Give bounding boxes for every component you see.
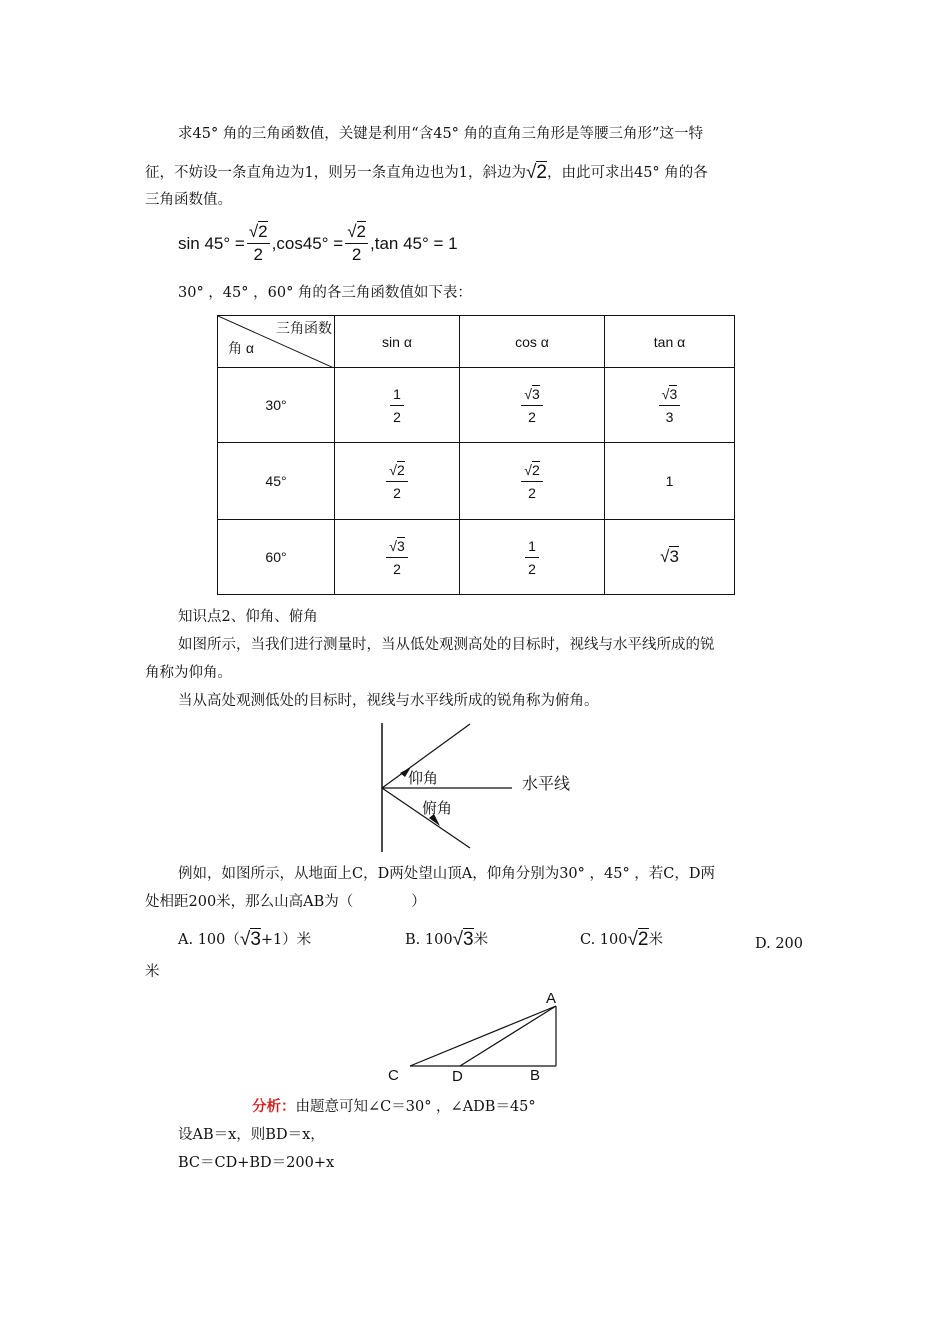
header-tan: tan α [605, 316, 735, 368]
analysis-text: 由题意可知∠C＝30° ，∠ADB＝45° [295, 1099, 536, 1115]
cos-45-num: 2 [531, 461, 540, 478]
analysis-label: 分析： [252, 1098, 296, 1115]
analysis-line1 [252, 1097, 536, 1117]
cos-30-num: 3 [531, 385, 540, 402]
table-intro: 30° ，45° ，60° 角的各三角函数值如下表： [178, 285, 472, 301]
cos-45-rad: √ [524, 461, 532, 478]
formula-sin-num: 2 [258, 222, 268, 241]
sight-line-da [460, 1006, 556, 1066]
sin-30-num: 1 [390, 384, 404, 406]
angle-60: 60° [218, 520, 335, 595]
formula-sin-label: sin 45° = [178, 233, 245, 253]
sin-45-rad: √ [389, 461, 397, 478]
option-d-unit: 米 [145, 964, 160, 980]
example-line1: 例如，如图所示，从地面上C，D两处望山顶A，仰角分别为30° ，45° ，若C，D两 [178, 866, 716, 882]
sin-60 [335, 520, 460, 595]
intro-line-2-b: ，由此可求出45° 角的各 [546, 165, 708, 181]
option-a-suffix: +1）米 [260, 932, 312, 948]
cos-45 [460, 443, 605, 520]
knowledge-p2: 当从高处观测低处的目标时，视线与水平线所成的锐角称为俯角。 [178, 693, 599, 709]
point-d-label: D [452, 1068, 463, 1085]
intro-line-3: 三角函数值。 [145, 192, 232, 208]
analysis-line2: 设AB＝x，则BD＝x， [178, 1127, 325, 1143]
sin-30 [335, 368, 460, 443]
option-c-radicand: 2 [637, 929, 649, 950]
intro-line-2-a: 征，不妨设一条直角边为1，则另一条直角边也为1，斜边为 [145, 165, 526, 181]
formula-cos-label: ,cos45° = [271, 233, 344, 253]
formula-cos-num: 2 [356, 222, 366, 241]
sin-45-num: 2 [396, 461, 405, 478]
option-b-prefix: B. 100 [405, 932, 453, 948]
option-a-prefix: A. 100（ [178, 932, 240, 948]
formula-sin-fraction: $\frac{√2}{2}$ [248, 222, 268, 264]
sqrt-2-radicand: 2 [536, 162, 547, 183]
intro-line-2 [145, 163, 708, 183]
formula-45 [178, 222, 458, 265]
point-c-label: C [388, 1067, 399, 1084]
angle-45: 45° [218, 443, 335, 520]
option-c-suffix: 米 [648, 932, 663, 948]
sin-60-num: 3 [396, 537, 405, 554]
option-c-sqrt: √2 [627, 929, 649, 950]
tan-30 [605, 368, 735, 443]
cos-60-num: 1 [525, 536, 539, 558]
option-a-radicand: 3 [250, 929, 261, 950]
trig-value-table [217, 315, 735, 595]
cos-60-den: 2 [528, 560, 536, 577]
tan-30-num: 3 [669, 385, 678, 402]
tan-60: √3 [605, 520, 735, 595]
option-c [580, 930, 663, 950]
formula-cos-fraction: $\frac{√2}{2}$ [347, 222, 366, 264]
sin-30-den: 2 [393, 408, 401, 425]
label-horizontal-line: 水平线 [522, 776, 571, 793]
option-a-sqrt: √3 [239, 929, 261, 950]
label-depression: 俯角 [422, 800, 453, 817]
option-b-radicand: 3 [463, 929, 474, 950]
knowledge-p1-line2: 角称为仰角。 [145, 665, 232, 681]
sqrt-2-symbol: √2 [525, 162, 547, 183]
table-corner-cell [218, 316, 335, 368]
point-a-label: A [546, 990, 557, 1007]
cos-45-den: 2 [528, 484, 536, 501]
option-a [178, 930, 311, 950]
cos-60 [460, 520, 605, 595]
sin-45 [335, 443, 460, 520]
sin-45-den: 2 [393, 484, 401, 501]
tan-45: 1 [605, 443, 735, 520]
example-line2: 处相距200米，那么山高AB为（ ） [145, 894, 426, 910]
tan-60-num: 3 [669, 547, 679, 566]
formula-sin-den: 2 [253, 245, 263, 264]
option-b [405, 930, 488, 950]
corner-header-angle: 角 α [228, 340, 254, 356]
header-cos: cos α [460, 316, 605, 368]
tan-30-rad: √ [661, 385, 670, 402]
sin-60-den: 2 [393, 560, 401, 577]
label-elevation: 仰角 [408, 770, 439, 787]
sin-60-rad: √ [389, 537, 397, 554]
option-b-sqrt: √3 [452, 929, 474, 950]
cos-30-den: 2 [528, 408, 536, 425]
formula-tan-label: ,tan 45° = 1 [370, 233, 458, 253]
formula-cos-den: 2 [351, 245, 362, 264]
sight-line-ca [410, 1006, 556, 1066]
cos-30 [460, 368, 605, 443]
corner-header-function: 三角函数 [276, 320, 332, 336]
tan-30-den: 3 [665, 408, 674, 425]
point-b-label: B [530, 1067, 541, 1084]
knowledge-title: 知识点2、仰角、俯角 [178, 609, 318, 625]
analysis-line3: BC＝CD+BD＝200+x [178, 1155, 335, 1171]
knowledge-p1-line1: 如图所示，当我们进行测量时，当从低处观测高处的目标时，视线与水平线所成的锐 [178, 637, 715, 653]
header-sin: sin α [335, 316, 460, 368]
option-c-prefix: C. 100 [580, 932, 628, 948]
option-d: D. 200 [755, 936, 804, 952]
angle-30: 30° [218, 368, 335, 443]
cos-30-rad: √ [524, 385, 532, 402]
intro-line-1: 求45° 角的三角函数值，关键是利用“含45° 角的直角三角形是等腰三角形”这一特 [178, 126, 703, 142]
option-b-suffix: 米 [473, 932, 489, 948]
